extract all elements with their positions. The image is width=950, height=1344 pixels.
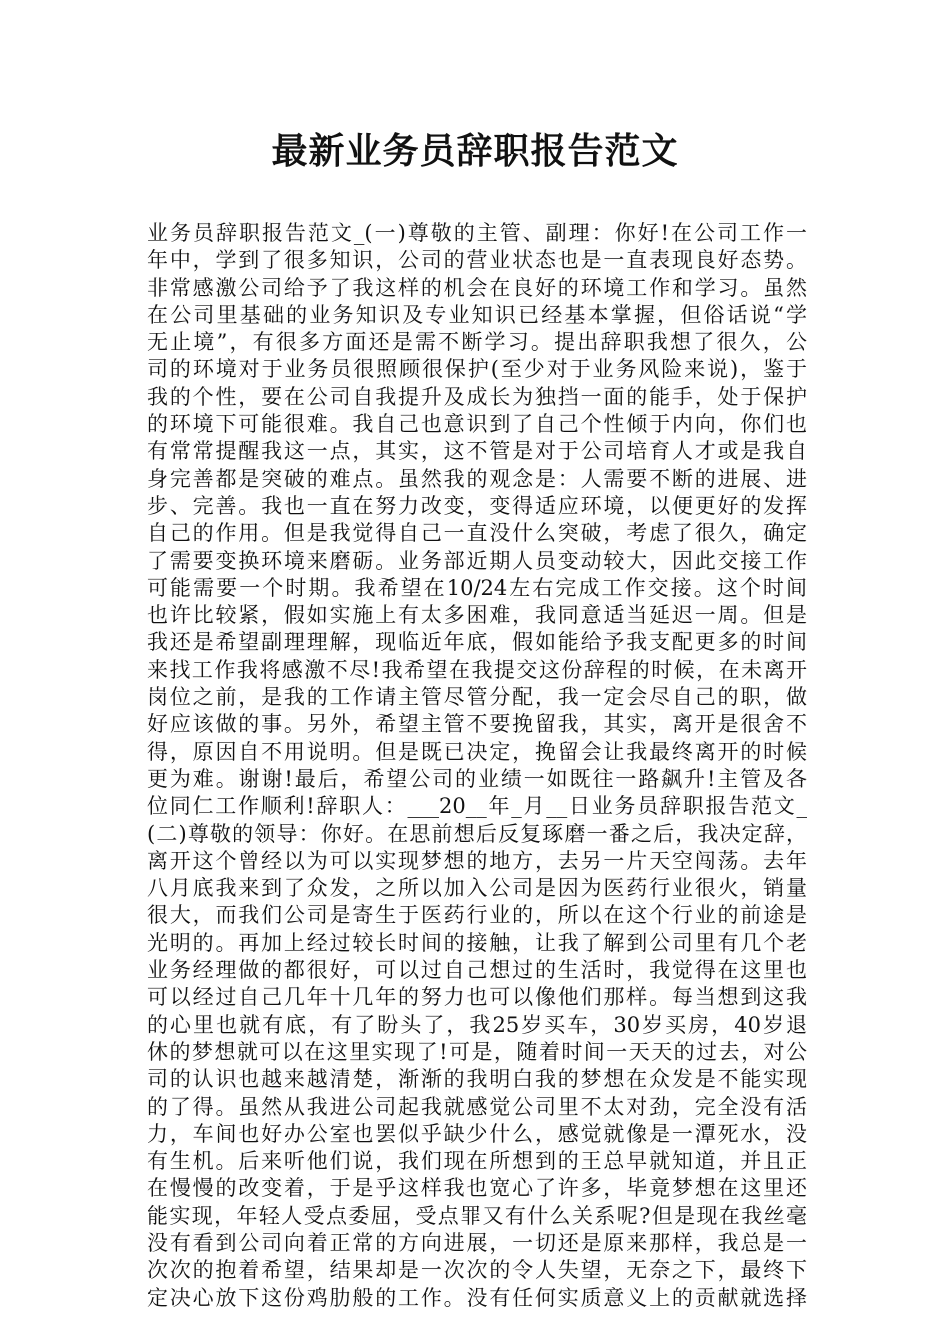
body-line: 很大，而我们公司是寄生于医药行业的，所以在这个行业的前途是 [147, 903, 807, 928]
body-line: 的心里也就有底，有了盼头了，我25岁买车，30岁买房，40岁退 [147, 1012, 807, 1037]
document-title: 最新业务员辞职报告范文 [271, 131, 679, 172]
body-line: 有生机。后来听他们说，我们现在所想到的王总早就知道，并且正 [147, 1149, 807, 1174]
body-line: 身完善都是突破的难点。虽然我的观念是：人需要不断的进展、进 [147, 466, 807, 491]
body-line: 我还是希望副理理解，现临近年底，假如能给予我支配更多的时间 [147, 630, 807, 655]
body-line: 力，车间也好办公室也罢似乎缺少什么，感觉就像是一潭死水，没 [147, 1121, 807, 1146]
body-line: 也许比较紧，假如实施上有太多困难，我同意适当延迟一周。但是 [147, 603, 807, 628]
body-line: 没有看到公司向着正常的方向进展，一切还是原来那样，我总是一 [147, 1230, 807, 1255]
body-line: 业务员辞职报告范文_(一)尊敬的主管、副理：你好!在公司工作一 [147, 221, 807, 245]
body-line: 好应该做的事。另外，希望主管不要挽留我，其实，离开是很舍不 [147, 712, 807, 737]
body-line: 得，原因自不用说明。但是既已决定，挽留会让我最终离开的时候 [147, 739, 807, 764]
body-line: 位同仁工作顺利!辞职人：___20__年_月__日业务员辞职报告范文_ [147, 794, 807, 819]
body-line: 离开这个曾经以为可以实现梦想的地方，去另一片天空闯荡。去年 [147, 848, 807, 873]
body-line: 休的梦想就可以在这里实现了!可是，随着时间一天天的过去，对公 [147, 1039, 807, 1064]
body-line: 司的环境对于业务员很照顾很保护(至少对于业务风险来说)，鉴于 [147, 357, 807, 382]
body-line: 无止境”，有很多方面还是需不断学习。提出辞职我想了很久，公 [147, 330, 807, 355]
body-line: 司的认识也越来越清楚，渐渐的我明白我的梦想在众发是不能实现 [147, 1067, 807, 1092]
body-line: 有常常提醒我这一点，其实，这不管是对于公司培育人才或是我自 [147, 439, 807, 464]
body-line: 的了得。虽然从我进公司起我就感觉公司里不太对劲，完全没有活 [147, 1094, 807, 1119]
body-line: 定决心放下这份鸡肋般的工作。没有任何实质意义上的贡献就选择 [147, 1285, 807, 1310]
body-line: 次次的抱着希望，结果却是一次次的令人失望，无奈之下，最终下 [147, 1258, 807, 1283]
body-line: 我的个性，要在公司自我提升及成长为独挡一面的能手，处于保护 [147, 384, 807, 409]
body-line: 了需要变换环境来磨砺。业务部近期人员变动较大，因此交接工作 [147, 548, 807, 573]
body-line: 在慢慢的改变着，于是乎这样我也宽心了许多，毕竟梦想在这里还 [147, 1176, 807, 1201]
body-line: 来找工作我将感激不尽!我希望在我提交这份辞程的时候，在未离开 [147, 657, 807, 682]
body-line: 岗位之前，是我的工作请主管尽管分配，我一定会尽自己的职，做 [147, 685, 807, 710]
body-line: 能实现，年轻人受点委屈，受点罪又有什么关系呢?但是现在我丝毫 [147, 1203, 807, 1228]
document-body [147, 220, 807, 1312]
body-line: 自己的作用。但是我觉得自己一直没什么突破，考虑了很久，确定 [147, 521, 807, 546]
body-line: 年中，学到了很多知识，公司的营业状态也是一直表现良好态势。 [147, 248, 807, 273]
body-line: 八月底我来到了众发，之所以加入公司是因为医药行业很火，销量 [147, 876, 807, 901]
body-line: (二)尊敬的领导：你好。在思前想后反复琢磨一番之后，我决定辞， [147, 821, 807, 846]
body-line: 可以经过自己几年十几年的努力也可以像他们那样。每当想到这我 [147, 985, 807, 1010]
body-line: 在公司里基础的业务知识及专业知识已经基本掌握，但俗话说“学 [147, 302, 807, 327]
body-line: 步、完善。我也一直在努力改变，变得适应环境，以便更好的发挥 [147, 493, 807, 518]
body-line: 非常感激公司给予了我这样的机会在良好的环境工作和学习。虽然 [147, 275, 807, 300]
body-line: 光明的。再加上经过较长时间的接触，让我了解到公司里有几个老 [147, 930, 807, 955]
body-line: 可能需要一个时期。我希望在10/24左右完成工作交接。这个时间 [147, 575, 807, 600]
body-line: 的环境下可能很难。我自己也意识到了自己个性倾于内向，你们也 [147, 412, 807, 437]
body-line: 更为难。谢谢!最后，希望公司的业绩一如既往一路飙升!主管及各 [147, 766, 807, 791]
body-line: 业务经理做的都很好，可以过自己想过的生活时，我觉得在这里也 [147, 958, 807, 983]
